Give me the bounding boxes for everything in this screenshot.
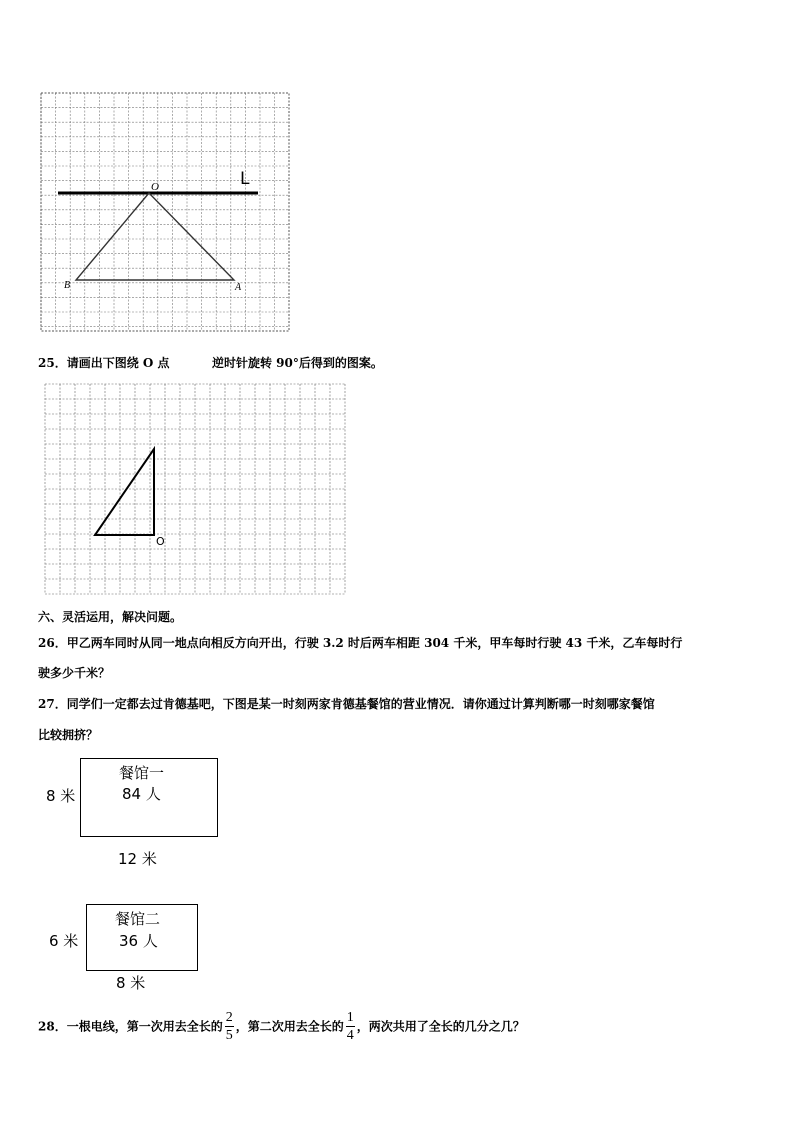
fraction-1-numerator: 2 bbox=[225, 1010, 233, 1025]
section-6-title: 六、灵活运用，解决问题。 bbox=[38, 610, 183, 624]
restaurant-2-people: 36 人 bbox=[119, 932, 158, 950]
fraction-two-fifths bbox=[225, 1011, 234, 1043]
rotation-center-label-O: O bbox=[156, 535, 165, 548]
question-28-text-b: ，第二次用去全长的 bbox=[235, 1019, 344, 1034]
restaurant-1-name: 餐馆一 bbox=[119, 764, 165, 782]
right-triangle bbox=[95, 449, 154, 535]
restaurant-1-people: 84 人 bbox=[122, 785, 161, 803]
question-25-text-b: 逆时针旋转 90°后得到的图案。 bbox=[212, 356, 383, 370]
question-25-text-a: 25．请画出下图绕 O 点 bbox=[38, 356, 170, 370]
grid-figure-rotation bbox=[44, 383, 348, 598]
question-28 bbox=[38, 1011, 525, 1043]
question-28-text-a: 28．一根电线，第一次用去全长的 bbox=[38, 1019, 223, 1034]
fraction-1-denominator: 5 bbox=[225, 1028, 233, 1043]
question-28-text-c: ，两次共用了全长的几分之几？ bbox=[356, 1019, 525, 1034]
grid-figure-axial-symmetry bbox=[38, 90, 294, 335]
restaurant-1-width: 12 米 bbox=[118, 850, 157, 868]
label-B: B bbox=[64, 280, 71, 291]
question-27-line1: 27．同学们一定都去过肯德基吧，下图是某一时刻两家肯德基餐馆的营业情况．请你通过计算判断哪一时刻哪家餐馆 bbox=[38, 697, 655, 711]
fraction-one-quarter bbox=[346, 1011, 355, 1043]
label-L: L bbox=[240, 169, 250, 189]
question-27-line2: 比较拥挤？ bbox=[38, 728, 99, 742]
question-26-line2: 驶多少千米？ bbox=[38, 666, 111, 680]
label-O: O bbox=[151, 181, 159, 193]
restaurant-1-box bbox=[80, 758, 218, 837]
restaurant-2-height: 6 米 bbox=[49, 932, 79, 950]
question-26-line1: 26．甲乙两车同时从同一地点向相反方向开出，行驶 3.2 时后两车相距 304 千米，甲车每时行驶 43 千米，乙车每时行 bbox=[38, 636, 683, 650]
restaurant-2-box bbox=[86, 904, 198, 971]
fraction-2-numerator: 1 bbox=[346, 1010, 354, 1025]
restaurant-1-height: 8 米 bbox=[46, 787, 76, 805]
restaurant-2-name: 餐馆二 bbox=[115, 910, 161, 928]
restaurant-2-width: 8 米 bbox=[116, 974, 146, 992]
fraction-2-denominator: 4 bbox=[346, 1028, 354, 1043]
label-A: A bbox=[235, 282, 242, 293]
